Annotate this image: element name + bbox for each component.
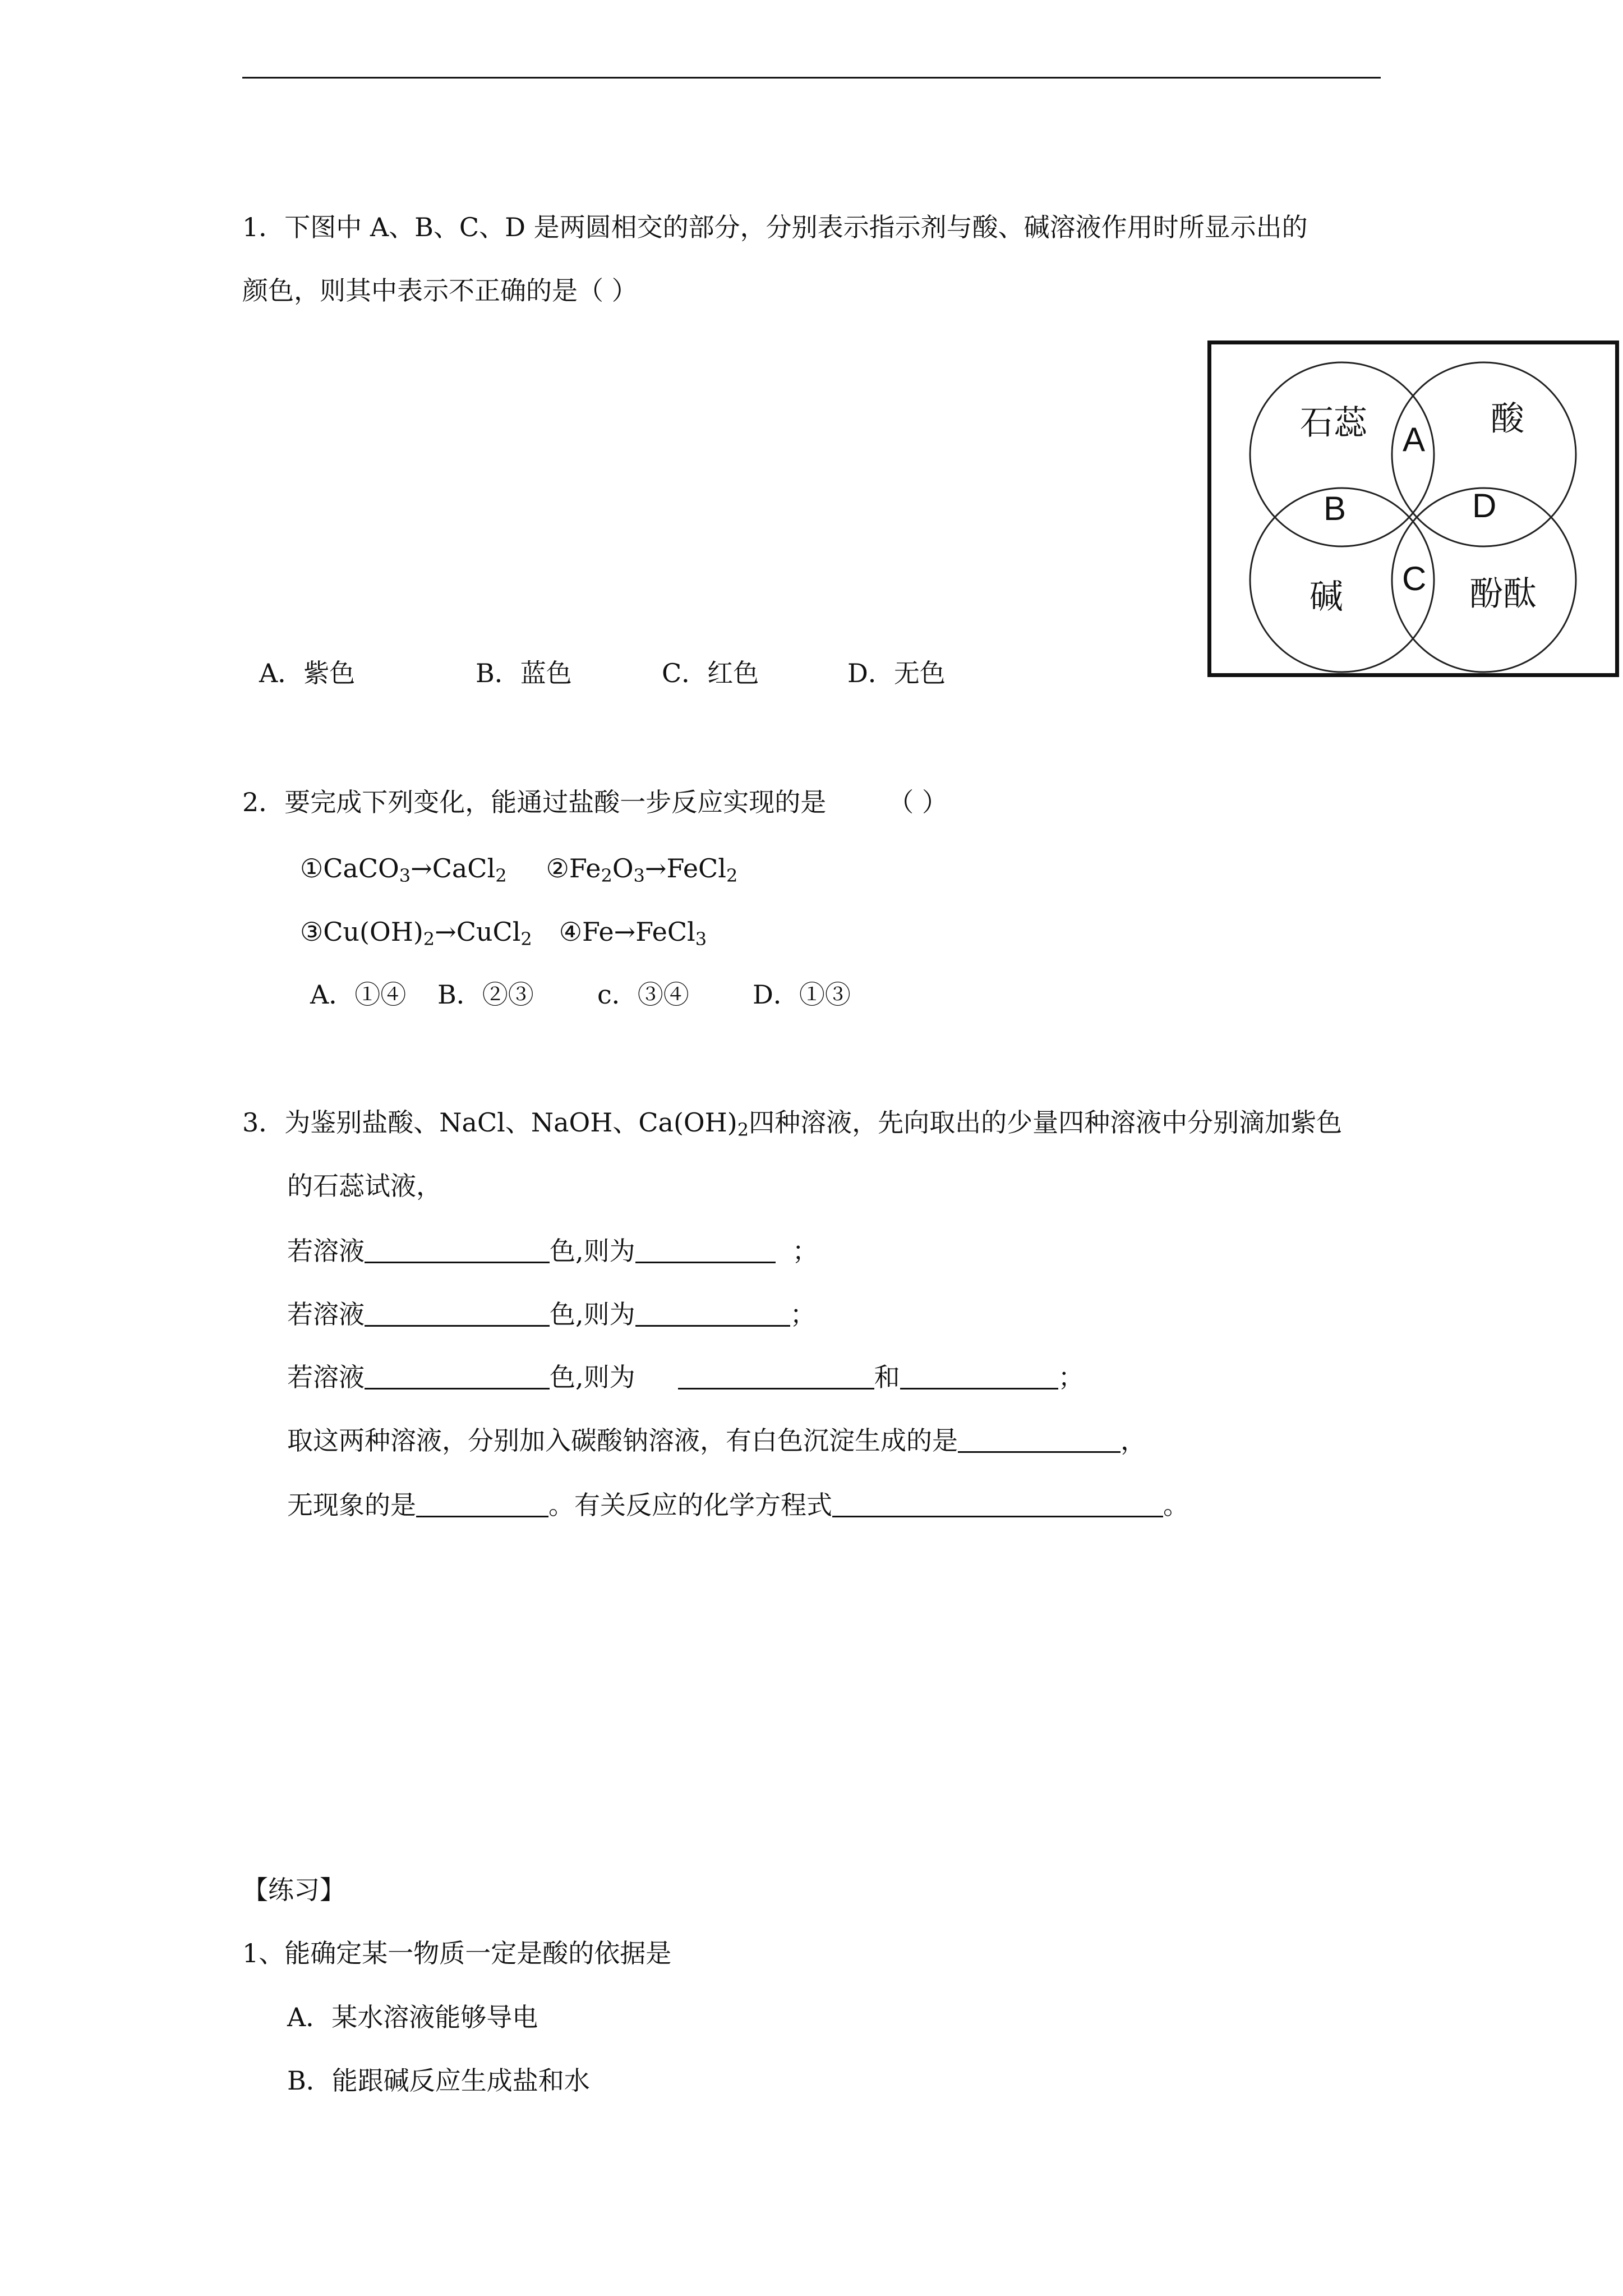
q3-line-2: 的石蕊试液，: [287, 1171, 442, 1201]
q2-paren: （ ）: [888, 787, 948, 817]
q1-line-2: 颜色，则其中表示不正确的是（ ）: [242, 275, 638, 306]
blank-solution-3b[interactable]: [900, 1362, 1058, 1389]
q3-row-2: 若溶液 色,则为 ；: [287, 1299, 816, 1329]
label-litmus: 石蕊: [1300, 404, 1367, 441]
reaction-3: $③Cu(OH)_2\to CuCl_2$: [300, 917, 532, 950]
header-rule: [242, 77, 1381, 79]
blank-color-2[interactable]: [365, 1299, 550, 1327]
q2-option-a[interactable]: A．①④: [310, 979, 407, 1010]
region-label-b: B: [1324, 490, 1347, 527]
q1-line-1: 1．下图中 A、B、C、D 是两圆相交的部分，分别表示指示剂与酸、碱溶液作用时所显示出的: [242, 212, 1308, 242]
q3-row-3: 若溶液 色,则为 和 ；: [287, 1362, 1084, 1392]
practice-q1-option-a[interactable]: A．某水溶液能够导电: [287, 2002, 538, 2032]
q2-stem: 2．要完成下列变化，能通过盐酸一步反应实现的是: [242, 787, 827, 817]
region-label-a: A: [1403, 421, 1426, 458]
q2-reaction-row-2: [300, 915, 707, 949]
q2-option-b[interactable]: B．②③: [437, 979, 534, 1010]
blank-no-phenomenon[interactable]: [416, 1490, 548, 1517]
q2-line-1: [242, 785, 948, 819]
arrow-icon: →: [411, 853, 432, 884]
venn-diagram-svg: [1211, 344, 1615, 673]
label-phenolphthalein: 酚酞: [1469, 575, 1537, 613]
label-base: 碱: [1310, 578, 1343, 615]
arrow-icon: →: [435, 917, 457, 947]
q3-row-4: 取这两种溶液，分别加入碳酸钠溶液，有白色沉淀生成的是 ，: [287, 1425, 1146, 1456]
q3-row-1: 若溶液 色,则为 ；: [287, 1236, 818, 1266]
blank-solution-1[interactable]: [635, 1236, 776, 1263]
q1-option-a[interactable]: A．紫色: [259, 658, 356, 688]
reaction-4: ④Fe→FeCl$_3$: [559, 917, 707, 950]
blank-color-1[interactable]: [365, 1236, 550, 1263]
blank-precipitate[interactable]: [958, 1425, 1121, 1453]
blank-color-3[interactable]: [365, 1362, 550, 1389]
practice-heading: 【练习】: [242, 1875, 345, 1905]
q3-row-5: 无现象的是 。有关反应的化学方程式 。: [287, 1490, 1189, 1520]
practice-q1-option-b[interactable]: B．能跟碱反应生成盐和水: [287, 2065, 590, 2096]
region-label-c: C: [1402, 560, 1427, 597]
q2-option-c[interactable]: c．③④: [597, 979, 689, 1010]
reaction-2: $②Fe_2O_3\to FeCl_2$: [546, 853, 738, 886]
arrow-icon: →: [644, 853, 667, 884]
label-acid: 酸: [1491, 400, 1524, 438]
region-label-d: D: [1472, 487, 1497, 524]
blank-solution-2[interactable]: [635, 1299, 790, 1327]
blank-equation[interactable]: [832, 1490, 1163, 1517]
q2-option-d[interactable]: D．①③: [753, 979, 851, 1010]
q1-option-b[interactable]: B．蓝色: [476, 658, 572, 688]
q3-line-1: 3．为鉴别盐酸、NaCl、NaOH、$Ca(OH)_2$四种溶液，先向取出的少量四种溶液中分别滴加紫色: [242, 1107, 1343, 1140]
practice-q1: 1、能确定某一物质一定是酸的依据是: [242, 1938, 672, 1968]
q2-reaction-row-1: [300, 852, 737, 885]
arrow-icon: →: [614, 917, 636, 947]
blank-solution-3a[interactable]: [678, 1362, 874, 1389]
reaction-1: ①CaCO$_3$→CaCl$_2$: [300, 853, 507, 886]
venn-diagram: [1207, 341, 1619, 677]
q1-option-d[interactable]: D．无色: [847, 658, 946, 688]
q1-option-c[interactable]: C．红色: [662, 658, 759, 688]
